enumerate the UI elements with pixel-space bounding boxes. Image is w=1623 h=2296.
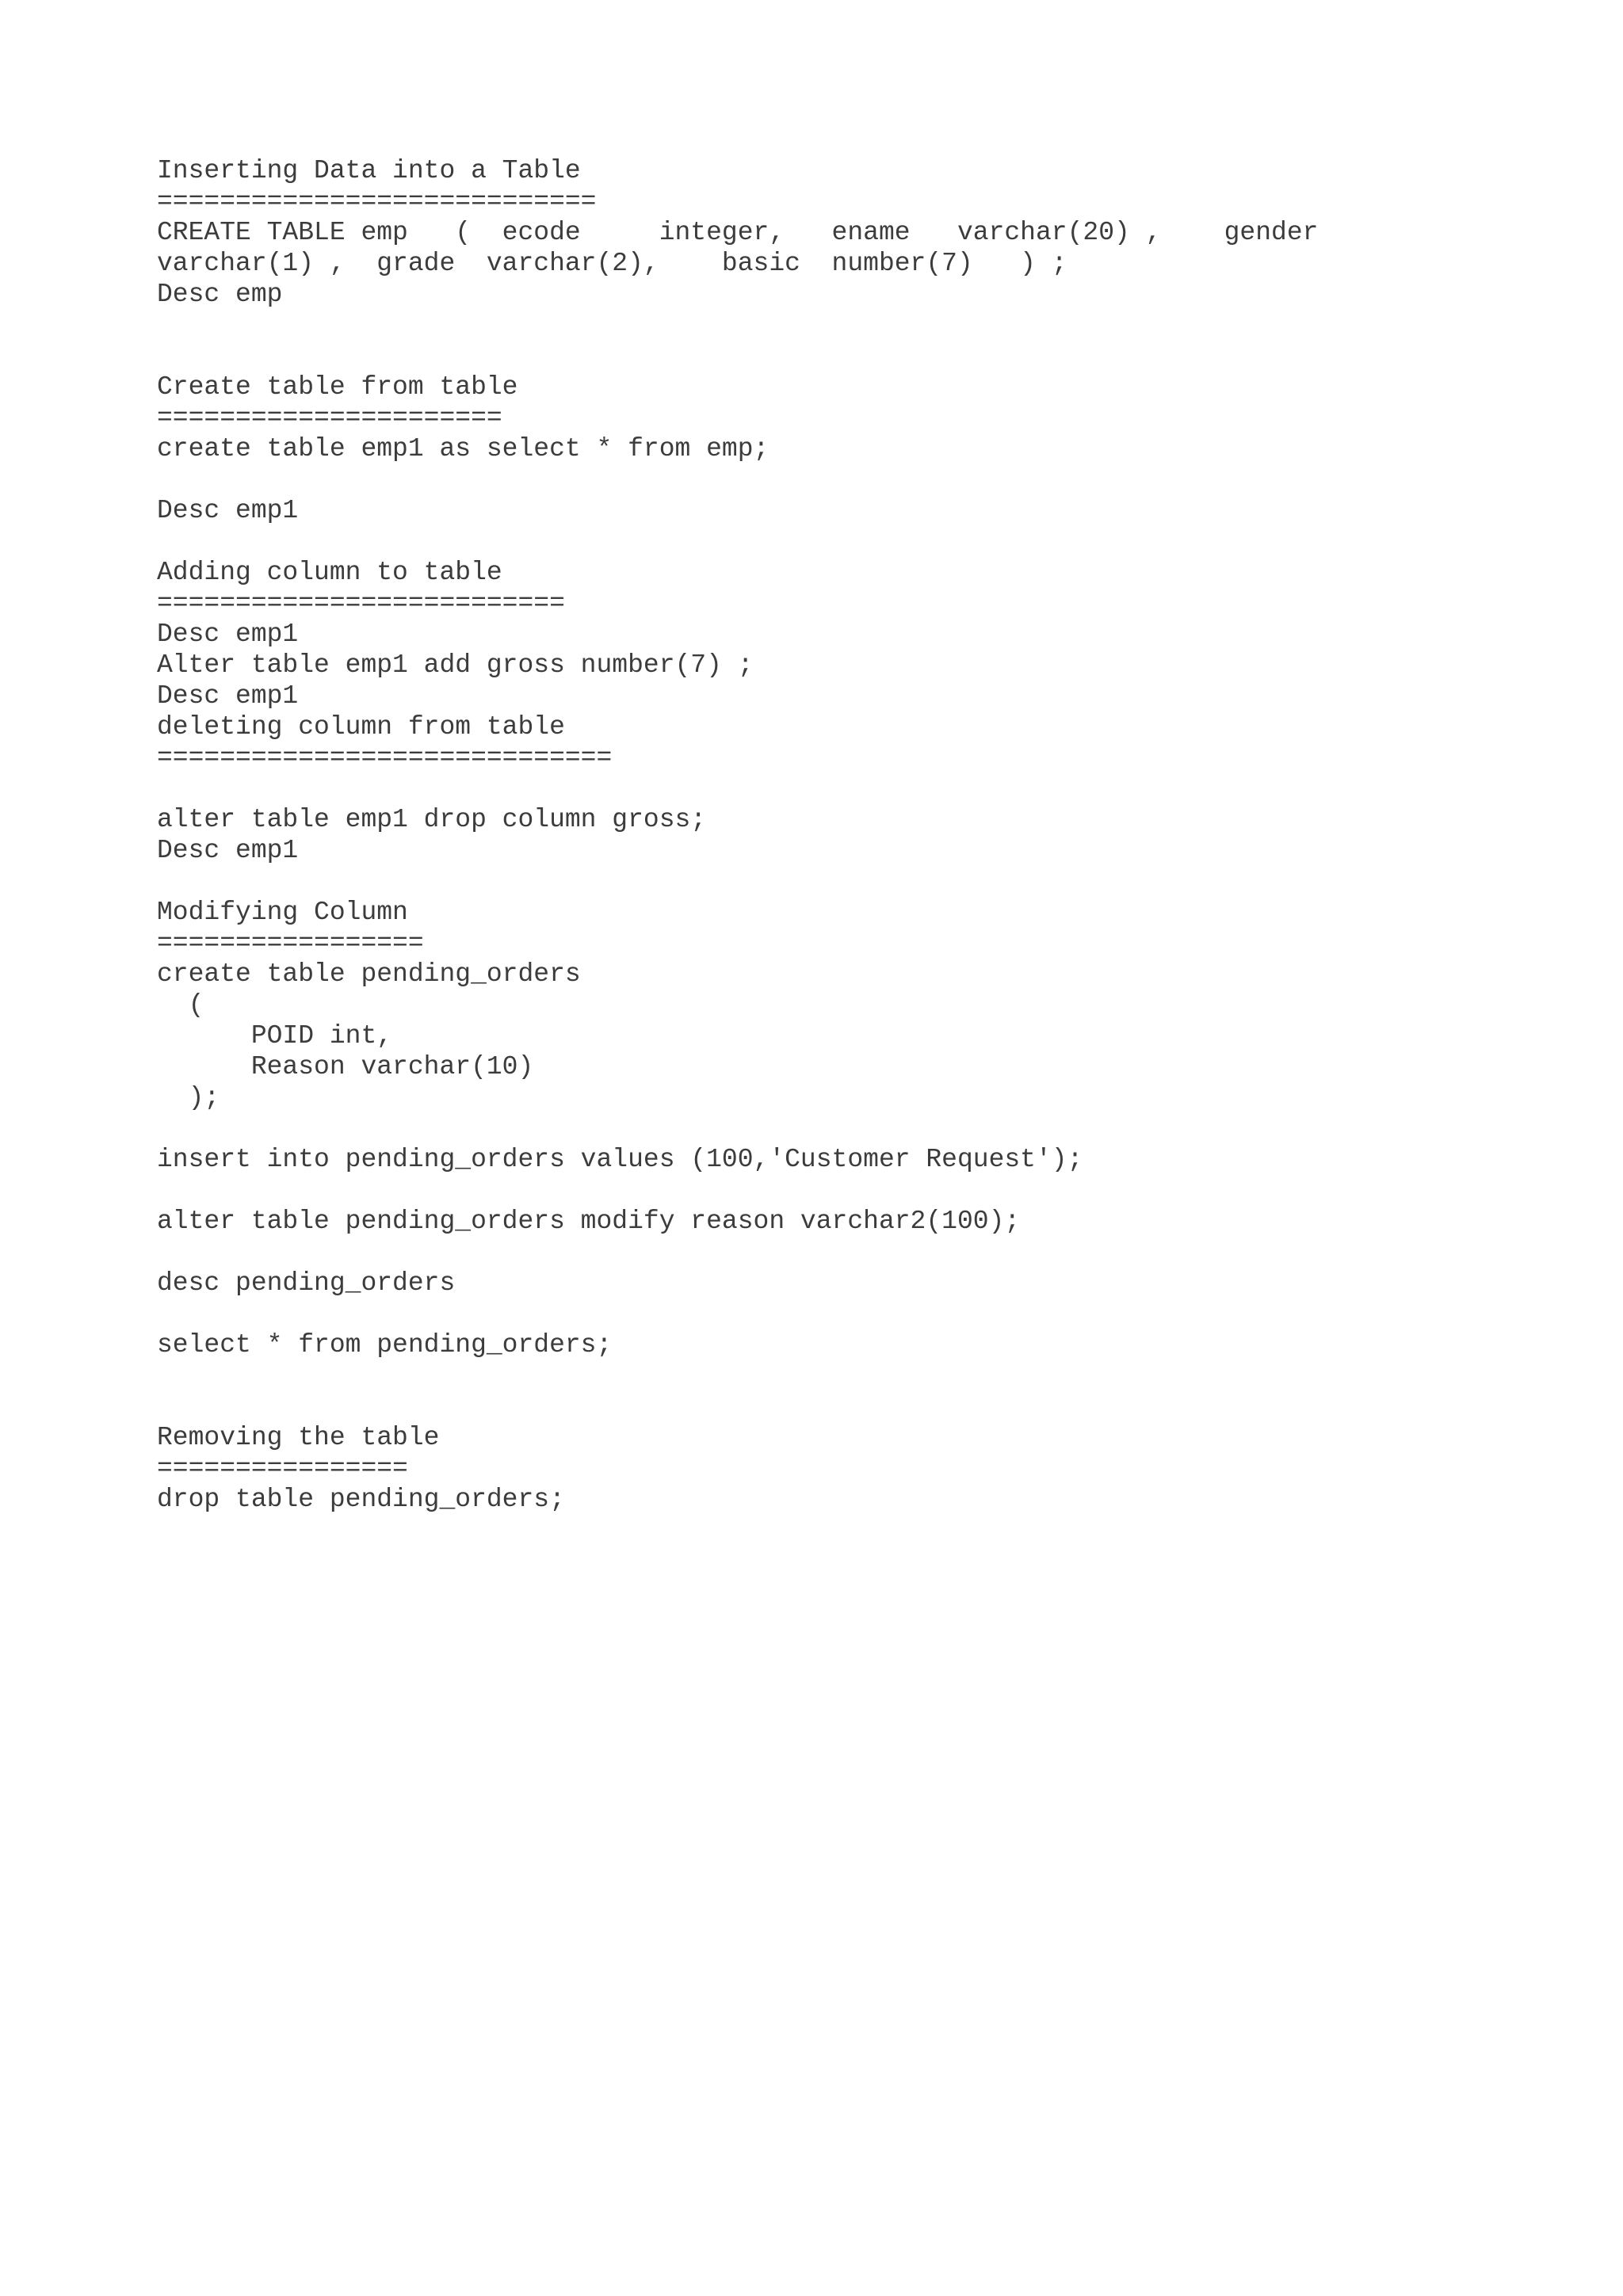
- blank-line: [157, 866, 1520, 897]
- text-line: ================: [157, 1454, 408, 1483]
- text-line: ============================: [157, 187, 597, 216]
- text-line: Removing the table: [157, 1423, 440, 1452]
- text-line: ==========================: [157, 589, 565, 618]
- blank-line: [157, 1391, 1520, 1422]
- text-line: Reason varchar(10): [157, 1052, 534, 1081]
- blank-line: [157, 1299, 1520, 1329]
- text-line: Desc emp1: [157, 496, 299, 525]
- text-line: Alter table emp1 add gross number(7) ;: [157, 650, 754, 680]
- text-line: alter table emp1 drop column gross;: [157, 805, 707, 834]
- text-line: Inserting Data into a Table: [157, 156, 581, 185]
- text-line: Desc emp1: [157, 681, 299, 711]
- text-line: drop table pending_orders;: [157, 1485, 565, 1514]
- document-body: [157, 155, 1520, 1515]
- text-line: CREATE TABLE emp ( ecode integer, ename varchar(20) , gender: [157, 218, 1319, 247]
- blank-line: [157, 1360, 1520, 1391]
- text-line: );: [157, 1083, 220, 1112]
- text-line: varchar(1) , grade varchar(2), basic number(7) ) ;: [157, 249, 1067, 278]
- text-line: create table emp1 as select * from emp;: [157, 434, 769, 463]
- blank-line: [157, 310, 1520, 341]
- text-line: insert into pending_orders values (100,'Customer Request');: [157, 1145, 1083, 1174]
- text-line: POID int,: [157, 1021, 393, 1051]
- blank-line: [157, 464, 1520, 495]
- blank-line: [157, 773, 1520, 804]
- text-line: Create table from table: [157, 372, 518, 402]
- text-line: Desc emp1: [157, 836, 299, 865]
- text-line: ======================: [157, 403, 502, 433]
- text-line: select * from pending_orders;: [157, 1330, 613, 1360]
- blank-line: [157, 1237, 1520, 1268]
- text-line: Desc emp: [157, 280, 283, 309]
- text-line: Desc emp1: [157, 620, 299, 649]
- text-line: create table pending_orders: [157, 959, 581, 989]
- text-line: deleting column from table: [157, 712, 565, 742]
- text-line: =============================: [157, 743, 613, 772]
- text-line: (: [157, 990, 204, 1020]
- blank-line: [157, 1175, 1520, 1206]
- text-line: Modifying Column: [157, 898, 408, 927]
- blank-line: [157, 341, 1520, 372]
- text-line: =================: [157, 929, 424, 958]
- blank-line: [157, 526, 1520, 557]
- blank-line: [157, 1113, 1520, 1144]
- text-line: desc pending_orders: [157, 1268, 456, 1298]
- text-line: alter table pending_orders modify reason varchar2(100);: [157, 1207, 1021, 1236]
- text-line: Adding column to table: [157, 558, 502, 587]
